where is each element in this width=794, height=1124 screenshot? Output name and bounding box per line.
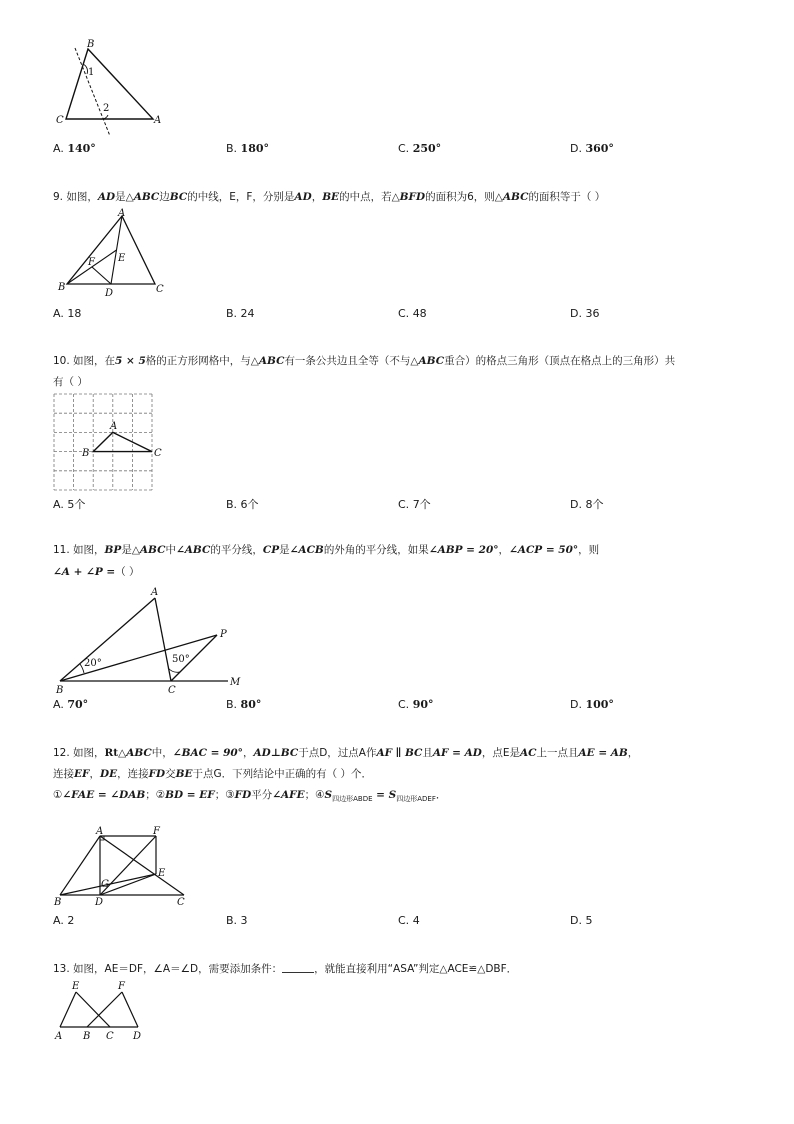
q8-label-1: 1 xyxy=(88,67,95,78)
q13-figure xyxy=(50,978,150,1042)
q11-stem-line1: 11. 如图，BP是△ABC中∠ABC的平分线，CP是∠ACB的外角的平分线，如果∠ABP = 20°，∠ACP = 50°，则 xyxy=(53,544,600,556)
q9-option-a[interactable]: A. 18 xyxy=(53,307,82,320)
q10-label-a: A xyxy=(110,421,118,432)
q11-label-a: A xyxy=(151,587,159,598)
q11-option-c[interactable]: C. 90° xyxy=(398,698,434,711)
q12-label-e: E xyxy=(158,868,166,879)
q11-stem-line2: ∠A + ∠P =（ ） xyxy=(53,566,140,578)
q9-label-e: E xyxy=(118,253,126,264)
q11-label-b: B xyxy=(56,685,64,696)
q12-label-f: F xyxy=(153,826,160,837)
q8-option-d[interactable]: D. 360° xyxy=(570,142,614,155)
q10-stem-line1: 10. 如图，在5 × 5格的正方形网格中，与△ABC有一条公共边且全等（不与△ABC重合）的格点三角形（顶点在格点上的三角形）共 xyxy=(53,355,676,367)
q11-figure xyxy=(50,584,250,696)
q10-option-b[interactable]: B. 6个 xyxy=(226,498,259,511)
q8-label-b: B xyxy=(87,39,95,50)
q8-label-c: C xyxy=(56,115,64,126)
q12-label-g: G xyxy=(101,879,109,890)
q9-label-a: A xyxy=(118,208,126,219)
q10-label-b: B xyxy=(82,448,90,459)
q12-stem-line2: 连接EF，DE，连接FD交BE于点G．下列结论中正确的有（ ）个． xyxy=(53,768,373,780)
q9-option-b[interactable]: B. 24 xyxy=(226,307,255,320)
q13-label-c: C xyxy=(106,1031,114,1042)
q12-stem-line3: ①∠FAE = ∠DAB；②BD = EF；③FD平分∠AFE；$④S_{四边形ABDE} = S_{四边形ADEF}$． xyxy=(53,789,447,804)
q12-label-a: A xyxy=(96,826,104,837)
q9-label-c: C xyxy=(156,284,164,295)
q12-stem-line1: 12. 如图，Rt△ABC中，∠BAC = 90°，AD⊥BC于点D，过点A作AF ∥ BC且AF = AD，点E是AC上一点且AE = AB， xyxy=(53,747,639,759)
q10-option-a[interactable]: A. 5个 xyxy=(53,498,86,511)
q9-option-d[interactable]: D. 36 xyxy=(570,307,600,320)
q13-stem: 13. 如图，AE＝DF，∠A＝∠D，需要添加条件： ，就能直接利用“ASA”判定△ACE≌△DBF． xyxy=(53,963,518,975)
q10-stem-line2: 有（ ） xyxy=(53,376,88,388)
q10-grid-figure xyxy=(50,390,168,494)
q11-angle-20: 20° xyxy=(84,658,102,669)
q11-label-c: C xyxy=(168,685,176,696)
q11-label-m: M xyxy=(230,677,241,688)
q11-option-d[interactable]: D. 100° xyxy=(570,698,614,711)
q11-angle-50: 50° xyxy=(172,654,190,665)
q11-label-p: P xyxy=(220,629,227,640)
q8-figure xyxy=(50,38,170,138)
q9-stem: 9. 如图，AD是△ABC边BC的中线，E，F，分别是AD，BE的中点，若△BFD的面积为6，则△ABC的面积等于（ ） xyxy=(53,191,606,203)
q8-label-a: A xyxy=(154,115,162,126)
q13-label-f: F xyxy=(118,981,125,992)
q12-option-b[interactable]: B. 3 xyxy=(226,914,248,927)
q11-option-a[interactable]: A. 70° xyxy=(53,698,89,711)
q9-figure xyxy=(52,206,172,298)
q12-option-c[interactable]: C. 4 xyxy=(398,914,420,927)
q12-label-d: D xyxy=(95,897,104,908)
q8-option-a[interactable]: A. 140° xyxy=(53,142,96,155)
q8-option-b[interactable]: B. 180° xyxy=(226,142,270,155)
q12-label-c: C xyxy=(177,897,185,908)
q13-label-a: A xyxy=(55,1031,63,1042)
q10-option-c[interactable]: C. 7个 xyxy=(398,498,431,511)
q12-label-b: B xyxy=(54,897,62,908)
q9-label-d: D xyxy=(105,288,114,298)
q9-label-f: F xyxy=(88,257,95,268)
q12-figure xyxy=(50,824,200,910)
q13-answer-blank[interactable] xyxy=(282,962,314,973)
q13-label-e: E xyxy=(72,981,80,992)
q10-option-d[interactable]: D. 8个 xyxy=(570,498,604,511)
q8-option-c[interactable]: C. 250° xyxy=(398,142,442,155)
q12-option-a[interactable]: A. 2 xyxy=(53,914,75,927)
q13-label-b: B xyxy=(83,1031,91,1042)
q12-option-d[interactable]: D. 5 xyxy=(570,914,593,927)
q8-label-2: 2 xyxy=(103,103,110,114)
q11-option-b[interactable]: B. 80° xyxy=(226,698,262,711)
q9-option-c[interactable]: C. 48 xyxy=(398,307,427,320)
q13-label-d: D xyxy=(133,1031,142,1042)
q10-label-c: C xyxy=(154,448,162,459)
q9-label-b: B xyxy=(58,282,66,293)
